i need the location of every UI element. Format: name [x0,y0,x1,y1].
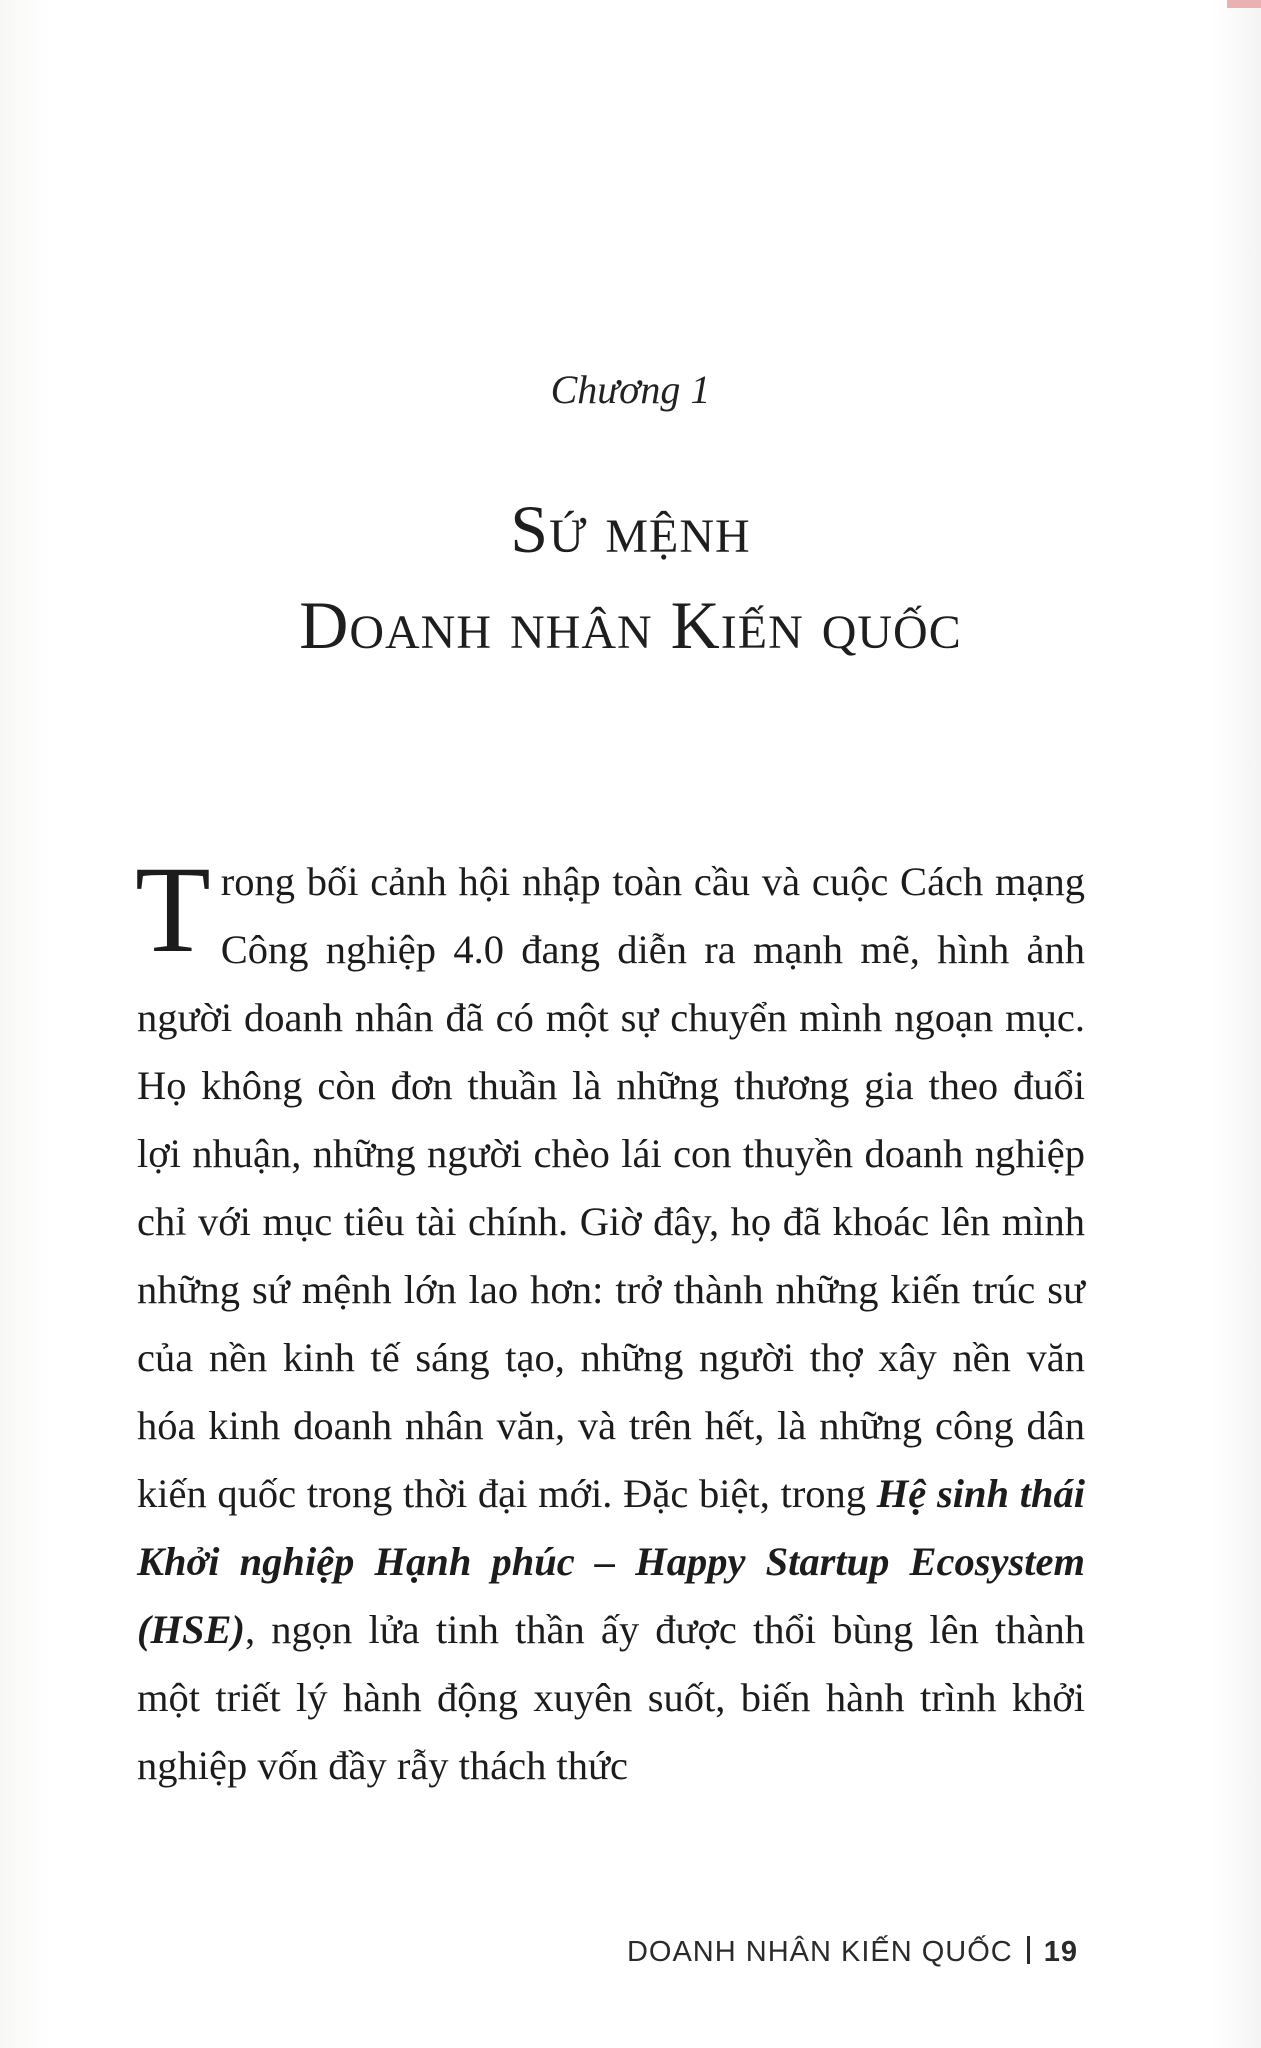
chapter-title-line-1: Sứ mệnh [510,491,751,567]
chapter-label: Chương 1 [550,367,711,412]
page-number: 19 [1043,1936,1078,1968]
body-paragraph [135,841,1085,1800]
body-emphasis: Hệ sinh thái Khởi nghiệp Hạnh phúc – Happy Startup Ecosystem (HSE) [137,1471,1085,1652]
body-text-part-2: , ngọn lửa tinh thần ấy được thổi bùng lên thành một triết lý hành động xuyên suốt, biến hành trình khởi nghiệp vốn đầy rẫy thách thức [137,1607,1085,1788]
page-edge-mark [1227,0,1261,8]
drop-cap: T [135,841,211,978]
running-title: DOANH NHÂN KIẾN QUỐC [626,1936,1013,1968]
footer-separator [1027,1936,1030,1964]
body-text-part-1: rong bối cảnh hội nhập toàn cầu và cuộc Cách mạng Công nghiệp 4.0 đang diễn ra mạnh mẽ, hình ảnh người doanh nhân đã có một sự chuyển mình ngoạn mục. Họ không còn đơn thuần là những thương gia theo đuổi lợi nhuận, những người chèo lái con thuyền doanh nghiệp chỉ với mục tiêu tài chính. Giờ đây, họ đã khoác lên mình những sứ mệnh lớn lao hơn: trở thành những kiến trúc sư của nền kinh tế sáng tạo, những người thợ xây nền văn hóa kinh doanh nhân văn, và trên hết, là những công dân kiến quốc trong thời đại mới. Đặc biệt, trong [137,859,1085,1516]
chapter-title-line-2: Doanh nhân Kiến quốc [299,587,962,663]
page-footer [627,1936,1078,1969]
